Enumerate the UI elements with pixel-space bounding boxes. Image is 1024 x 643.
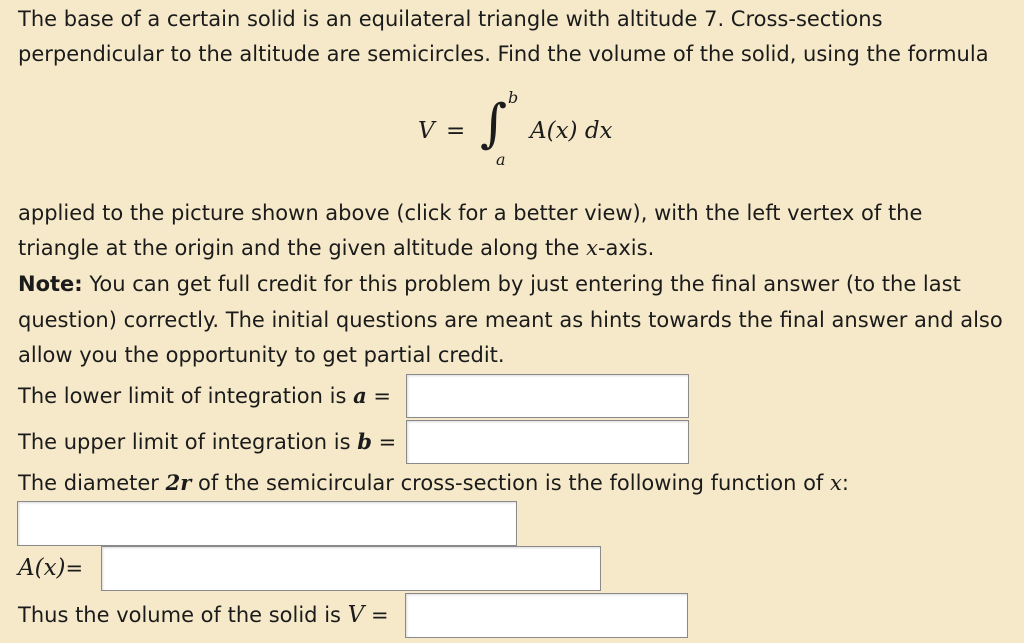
- lower-limit-label: [18, 382, 391, 410]
- diameter-colon: :: [841, 471, 849, 495]
- lower-limit-input[interactable]: [406, 374, 689, 418]
- diameter-input[interactable]: [17, 501, 517, 546]
- integral-lower-limit: a: [496, 150, 506, 169]
- upper-limit-label: [18, 428, 396, 456]
- note-line-2: question) correctly. The initial questions are meant as hints towards the final answer and also: [18, 308, 1003, 332]
- upper-limit-var: b: [357, 429, 372, 454]
- volume-formula: [418, 90, 638, 174]
- volume-input[interactable]: [405, 593, 688, 638]
- area-eq: =: [65, 556, 84, 580]
- problem-line-1: The base of a certain solid is an equilateral triangle with altitude 7. Cross-sections: [18, 7, 883, 31]
- area-var: A(x): [18, 555, 66, 581]
- x-variable: x: [586, 236, 598, 260]
- area-input[interactable]: [101, 546, 601, 591]
- diameter-text: The diameter: [18, 471, 166, 495]
- volume-var: V: [347, 602, 365, 628]
- diameter-mid-text: of the semicircular cross-section is the following function of: [191, 471, 830, 495]
- lower-limit-var: a: [353, 383, 367, 408]
- problem-line-4-suffix: -axis.: [597, 236, 655, 260]
- diameter-x-var: x: [829, 471, 842, 495]
- problem-line-3: applied to the picture shown above (click for a better view), with the left vertex of the: [18, 201, 923, 225]
- problem-line-4: [18, 234, 654, 262]
- volume-text: Thus the volume of the solid is: [18, 603, 348, 627]
- volume-label: [18, 601, 389, 629]
- area-label: [18, 554, 83, 582]
- formula-integrand: A(x) dx: [530, 118, 613, 144]
- formula-lhs: V: [418, 118, 435, 144]
- problem-line-2: perpendicular to the altitude are semicircles. Find the volume of the solid, using the formula: [18, 42, 989, 66]
- volume-eq: =: [364, 603, 389, 627]
- diameter-label: [18, 469, 849, 497]
- note-line-1: [18, 270, 961, 298]
- lower-limit-eq: =: [366, 384, 391, 408]
- diameter-var: 2r: [165, 470, 192, 495]
- upper-limit-eq: =: [371, 430, 397, 454]
- upper-limit-input[interactable]: [406, 420, 689, 464]
- note-text-1: You can get full credit for this problem by just entering the final answer (to the last: [82, 272, 961, 296]
- formula-equals: =: [446, 118, 466, 144]
- note-label: Note:: [18, 272, 83, 296]
- upper-limit-text: The upper limit of integration is: [18, 430, 358, 454]
- note-line-3: allow you the opportunity to get partial credit.: [18, 343, 505, 367]
- integral-upper-limit: b: [508, 88, 519, 107]
- integral-sign: ∫: [480, 94, 508, 154]
- lower-limit-text: The lower limit of integration is: [18, 384, 354, 408]
- problem-line-4-text: triangle at the origin and the given altitude along the: [18, 236, 587, 260]
